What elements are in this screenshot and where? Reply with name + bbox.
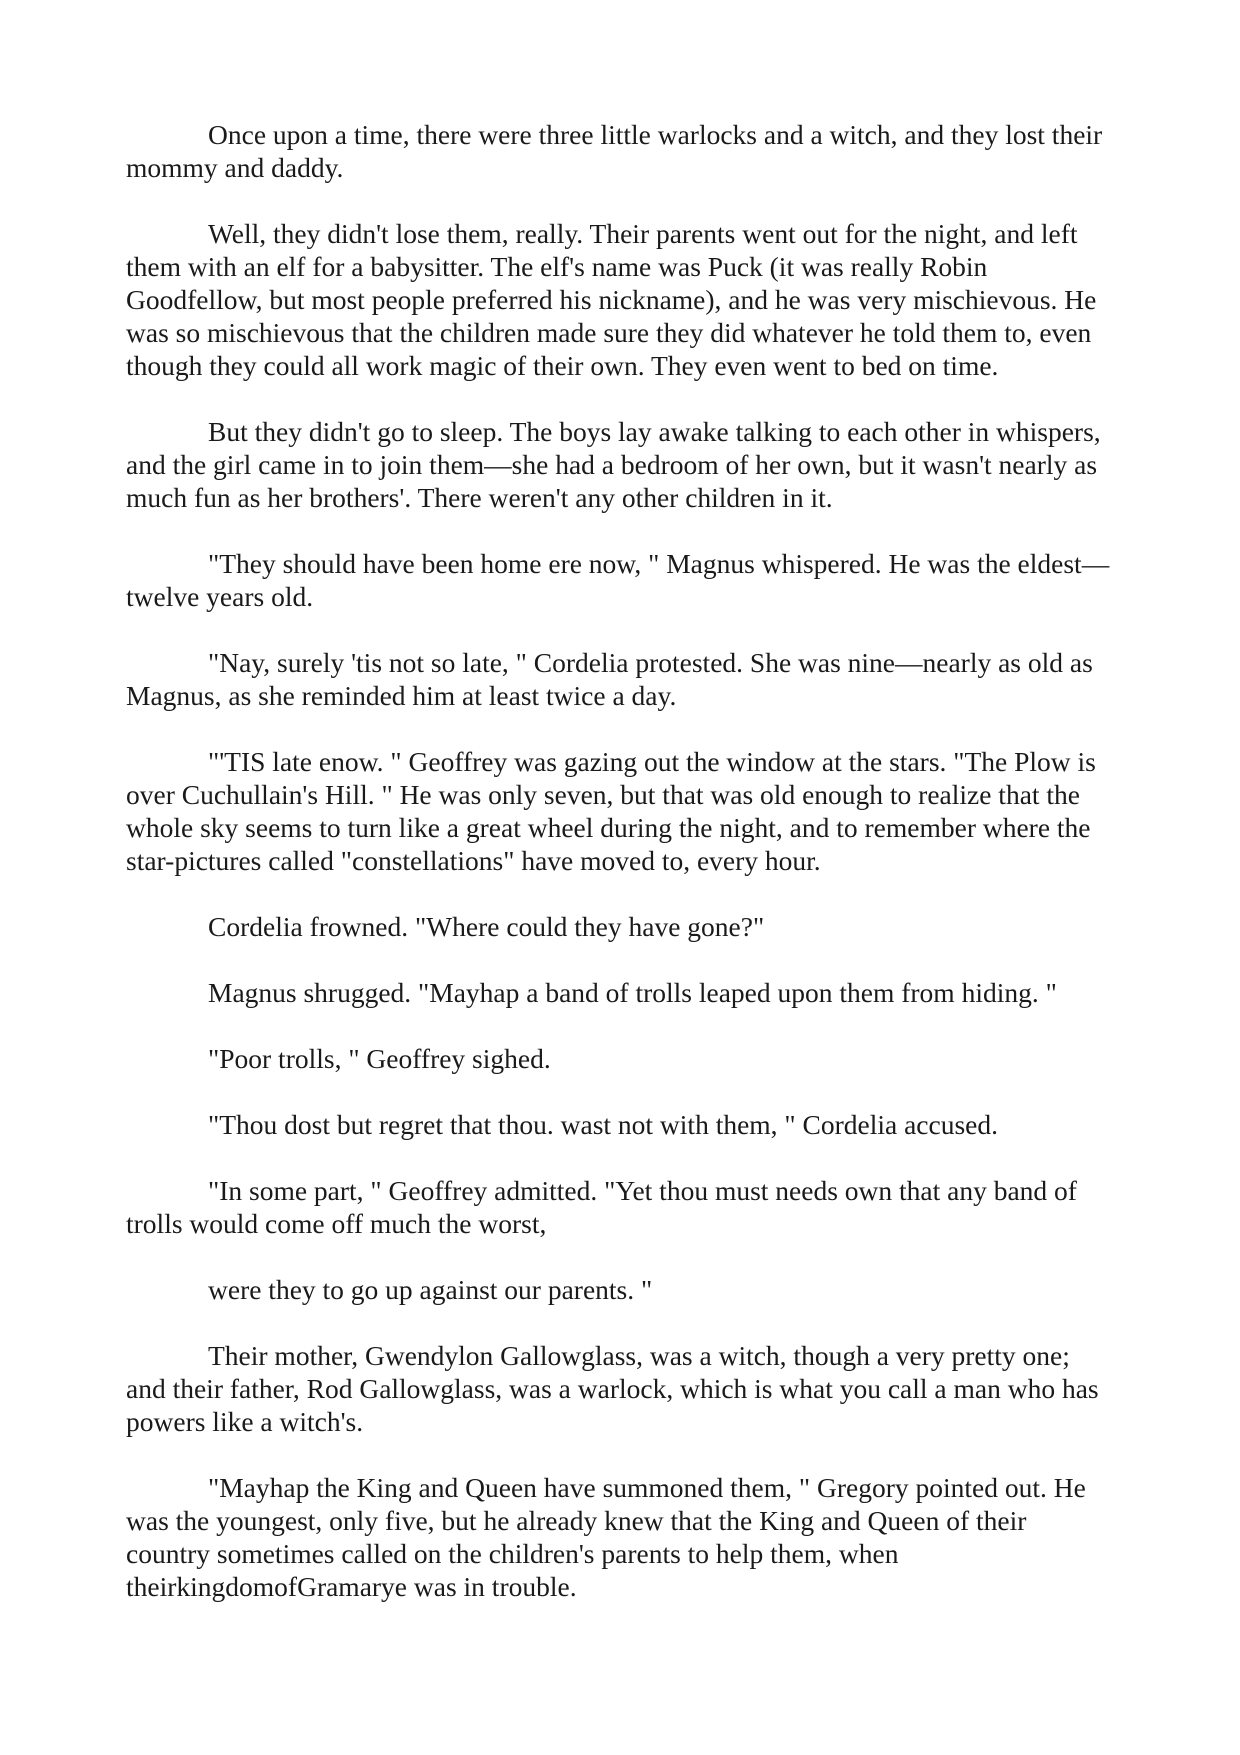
paragraph: "In some part, " Geoffrey admitted. "Yet thou must needs own that any band of trolls would come off much the worst, bbox=[126, 1175, 1077, 1239]
paragraph: "'TIS late enow. " Geoffrey was gazing out the window at the stars. "The Plow is over Cuchullain's Hill. " He was only seven, but that was old enough to realize that the whole sky seems to turn like a great wheel during the night, and to remember where the star-pictures called "constellations" have moved to, every hour. bbox=[126, 746, 1096, 876]
paragraph: were they to go up against our parents. " bbox=[208, 1274, 653, 1305]
paragraph: But they didn't go to sleep. The boys lay awake talking to each other in whispers, and the girl came in to join them—she had a bedroom of her own, but it wasn't nearly as much fun as her brothers'. There weren't any other children in it. bbox=[126, 416, 1101, 513]
paragraph: Their mother, Gwendylon Gallowglass, was a witch, though a very pretty one; and their father, Rod Gallowglass, was a warlock, which is what you call a man who has powers like a witch's. bbox=[126, 1340, 1099, 1437]
paragraph: "Poor trolls, " Geoffrey sighed. bbox=[208, 1043, 551, 1074]
paragraph: Magnus shrugged. "Mayhap a band of trolls leaped upon them from hiding. " bbox=[208, 977, 1057, 1008]
paragraph: "Mayhap the King and Queen have summoned them, " Gregory pointed out. He was the youngest, only five, but he already knew that the King and Queen of their country sometimes called on the children's parents to help them, when theirkingdomofGramarye was in trouble. bbox=[126, 1472, 1086, 1602]
paragraph: "They should have been home ere now, " Magnus whispered. He was the eldest—twelve years old. bbox=[126, 548, 1110, 612]
story-text bbox=[126, 118, 1116, 1636]
paragraph: Well, they didn't lose them, really. Their parents went out for the night, and left them with an elf for a babysitter. The elf's name was Puck (it was really Robin Goodfellow, but most people preferred his nickname), and he was very mischievous. He was so mischievous that the children made sure they did whatever he told them to, even though they could all work magic of their own. They even went to bed on time. bbox=[126, 218, 1097, 381]
paragraph: "Thou dost but regret that thou. wast not with them, " Cordelia accused. bbox=[208, 1109, 998, 1140]
paragraph: Cordelia frowned. "Where could they have gone?" bbox=[208, 911, 765, 942]
paragraph: "Nay, surely 'tis not so late, " Cordelia protested. She was nine—nearly as old as Magnus, as she reminded him at least twice a day. bbox=[126, 647, 1093, 711]
paragraph: Once upon a time, there were three little warlocks and a witch, and they lost their mommy and daddy. bbox=[126, 119, 1103, 183]
